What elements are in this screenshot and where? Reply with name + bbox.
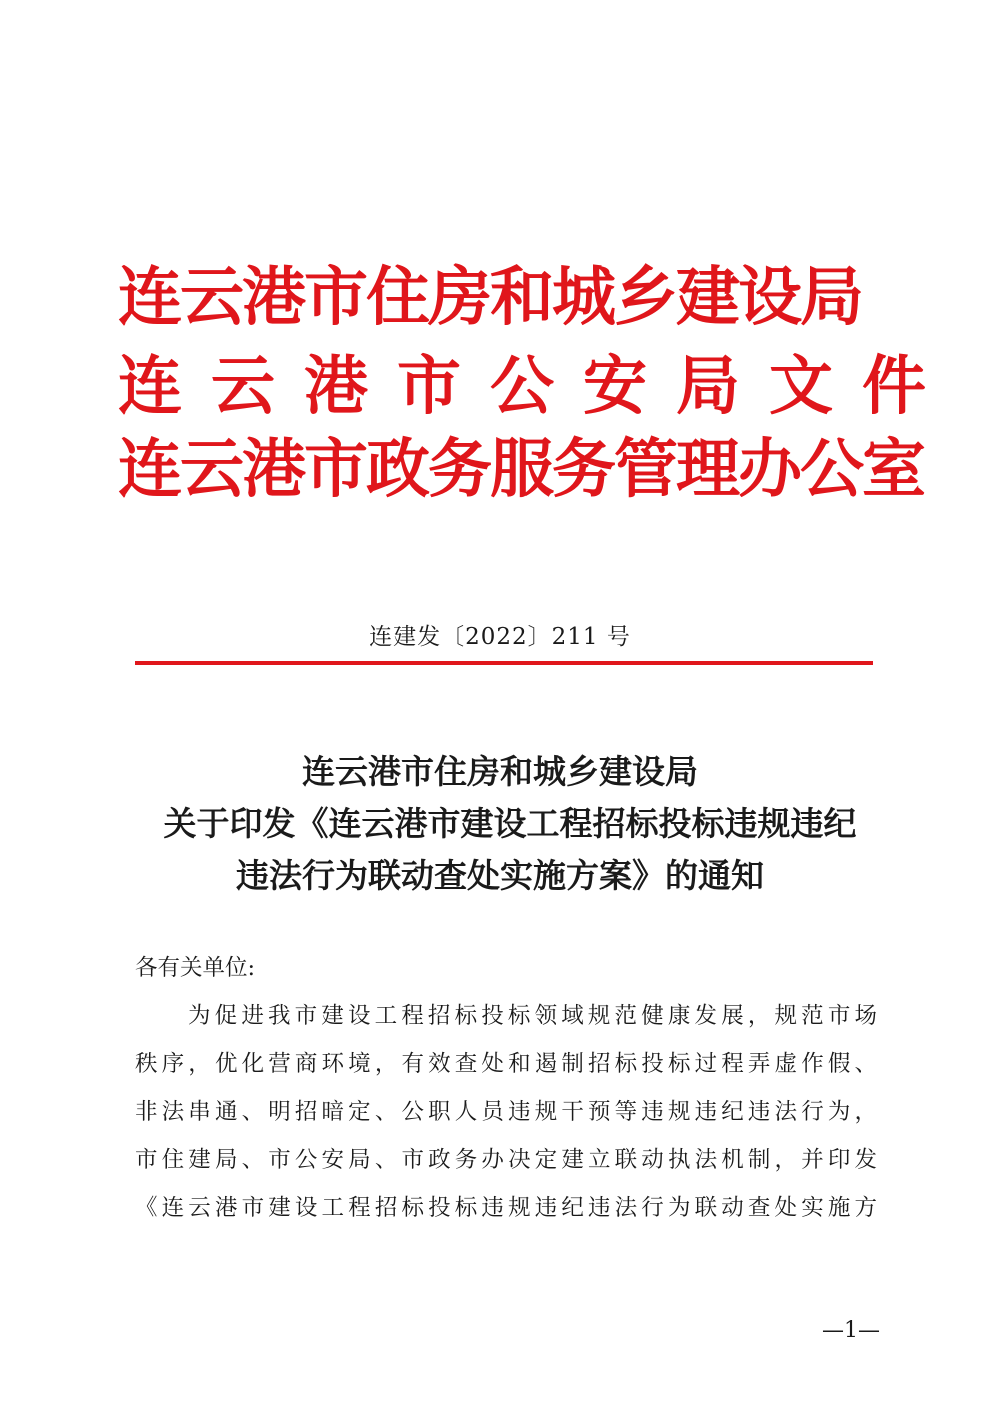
issuer-line-police-bureau: 连云港市公安局文件	[118, 350, 955, 424]
title-line-3: 违法行为联动查处实施方案》的通知	[236, 856, 764, 895]
salutation: 各有关单位:	[135, 955, 256, 981]
title-line-2: 关于印发《连云港市建设工程招标投标违规违纪	[163, 804, 857, 843]
document-number: 连建发〔2022〕211 号	[369, 624, 631, 650]
page-number: —1—	[822, 1318, 880, 1343]
body-line: 非法串通、明招暗定、公职人员违规干预等违规违纪违法行为，	[135, 1099, 877, 1125]
body-line: 《连云港市建设工程招标投标违规违纪违法行为联动查处实施方	[135, 1195, 877, 1221]
red-divider-line	[135, 661, 873, 665]
issuer-line-gov-services-office: 连云港市政务服务管理办公室	[118, 433, 924, 507]
issuer-line-housing-bureau: 连云港市住房和城乡建设局	[118, 261, 862, 335]
title-line-1: 连云港市住房和城乡建设局	[302, 752, 698, 791]
body-line: 市住建局、市公安局、市政务办决定建立联动执法机制，并印发	[135, 1147, 877, 1173]
body-line: 秩序，优化营商环境，有效查处和遏制招标投标过程弄虚作假、	[135, 1051, 877, 1077]
body-line: 为促进我市建设工程招标投标领域规范健康发展，规范市场	[188, 1003, 877, 1029]
